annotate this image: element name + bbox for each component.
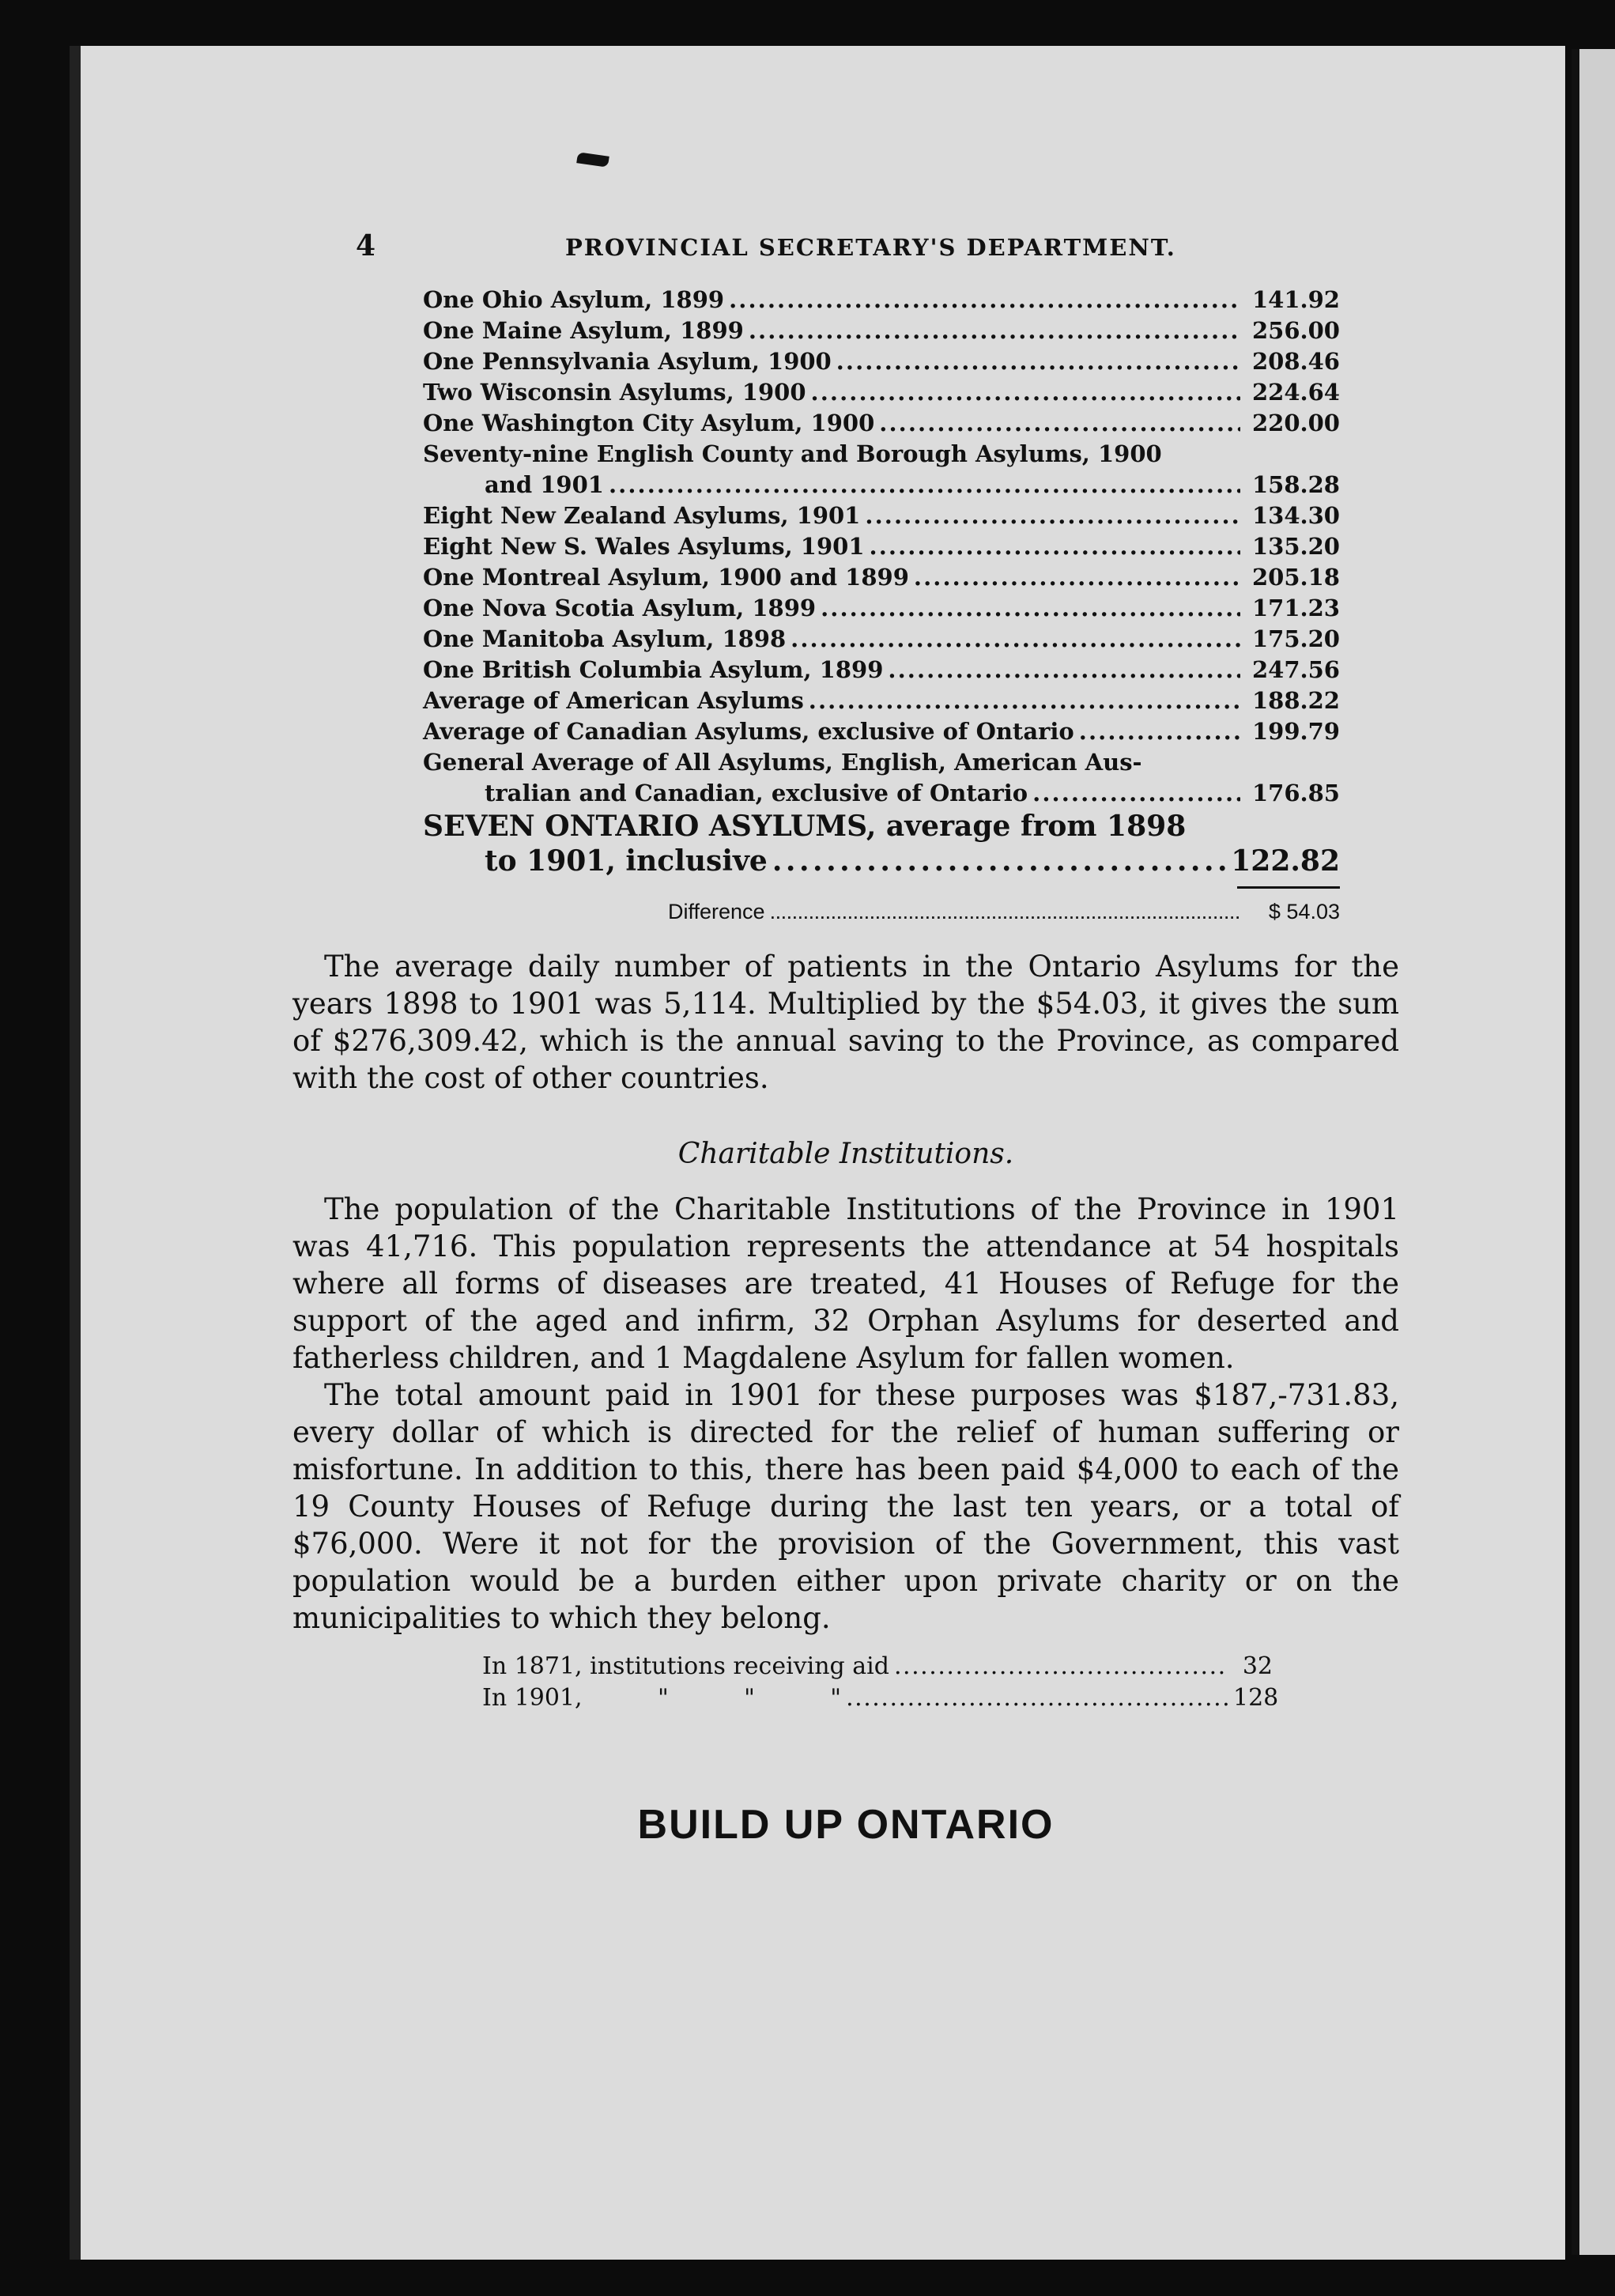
table-row: One Washington City Asylum, 1900 . . . 220.00	[423, 408, 1340, 439]
table-row: Average of American Asylums . . . 188.22	[423, 685, 1340, 716]
table-row: One British Columbia Asylum, 1899 . . . 247.56	[423, 655, 1340, 685]
table-row: General Average of All Asylums, English, American Aus-	[423, 749, 1142, 776]
table-row: Average of Canadian Asylums, exclusive of Ontario . . . 199.79	[423, 716, 1340, 747]
table-row: One Pennsylvania Asylum, 1900 . . . 208.46	[423, 346, 1340, 377]
table-row: One Manitoba Asylum, 1898 . . . 175.20	[423, 624, 1340, 655]
institutions-table	[482, 1651, 1279, 1714]
asylum-cost-table	[423, 285, 1340, 927]
slogan: BUILD UP ONTARIO	[637, 1802, 1055, 1848]
table-row: Eight New S. Wales Asylums, 1901 . . . 135.20	[423, 531, 1340, 562]
page-content	[292, 229, 1399, 1849]
running-title: PROVINCIAL SECRETARY'S DEPARTMENT.	[565, 234, 1176, 261]
table-row: Two Wisconsin Asylums, 1900 . . . 224.64	[423, 377, 1340, 408]
paragraph-amount-paid: The total amount paid in 1901 for these purposes was $187,-731.83, every dollar of which is directed for the relief of human suffering or misfortune. In addition to this, there has been paid $4,000 to each of the 19 County Houses of Refuge during the last ten years, or a total of $76,000. Were it not for the provision of the Government, this vast population would be a burden either upon private charity or on the municipalities to which they belong.	[292, 1378, 1399, 1635]
sum-rule	[1237, 886, 1340, 889]
table-row: In 1901, " " " . . . 128	[482, 1682, 1273, 1714]
page-number: 4	[356, 229, 378, 262]
table-row: One Maine Asylum, 1899 . . . 256.00	[423, 315, 1340, 346]
table-row: One Ohio Asylum, 1899 . . . 141.92	[423, 285, 1340, 315]
running-head	[292, 229, 1399, 269]
table-row: In 1871, institutions receiving aid . . . 32	[482, 1651, 1273, 1682]
ontario-row: SEVEN ONTARIO ASYLUMS, average from 1898	[423, 810, 1187, 843]
difference-row: Difference . . . $ 54.03	[423, 897, 1340, 927]
section-heading: Charitable Institutions.	[677, 1138, 1014, 1170]
paragraph-savings: The average daily number of patients in the Ontario Asylums for the years 1898 to 1901 was 5,114. Multiplied by the $54.03, it gives the sum of $276,309.42, which is the annual saving to the Province, as compared with the cost of other countries.	[292, 950, 1399, 1095]
table-row: One Nova Scotia Asylum, 1899 . . . 171.23	[423, 593, 1340, 624]
table-row: Eight New Zealand Asylums, 1901 . . . 134.30	[423, 500, 1340, 531]
table-row: Seventy-nine English County and Borough Asylums, 1900	[423, 440, 1162, 467]
adjacent-page-edge	[1572, 49, 1615, 2255]
table-row: One Montreal Asylum, 1900 and 1899 . . . 205.18	[423, 562, 1340, 593]
paragraph-population: The population of the Charitable Institutions of the Province in 1901 was 41,716. This population represents the attendance at 54 hospitals where all forms of diseases are treated, 41 Houses of Refuge for the support of the aged and infirm, 32 Orphan Asylums for deserted and fatherless children, and 1 Magdalene Asylum for fallen women.	[292, 1192, 1399, 1375]
table-row: tralian and Canadian, exclusive of Ontario . . . 176.85	[423, 778, 1340, 809]
ontario-row-cont: to 1901, inclusive . . . 122.82	[423, 844, 1340, 878]
table-row: and 1901 . . . 158.28	[423, 470, 1340, 500]
